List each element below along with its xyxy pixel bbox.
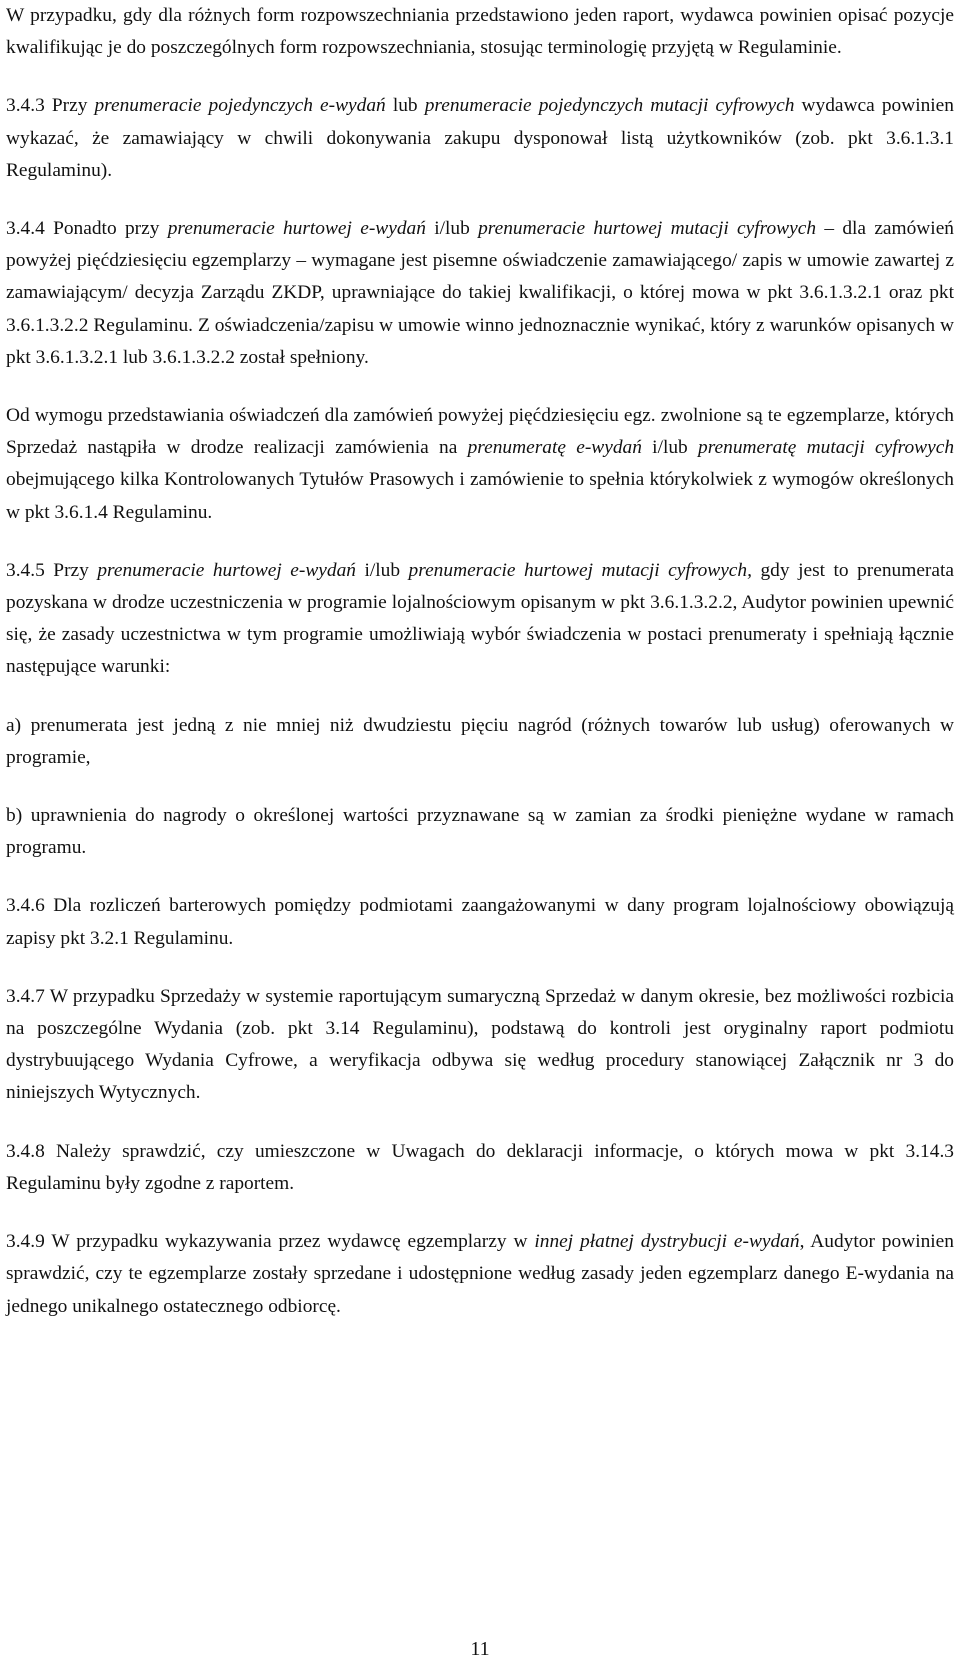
paragraph-3-4-7 [6,981,954,1110]
text-segment: a) prenumerata jest jedną z nie mniej niż dwudziestu pięciu nagród (różnych towarów lub usług) oferowanych w programie, [6,714,954,768]
text-segment: 3.4.7 W przypadku Sprzedaży w systemie raportującym sumaryczną Sprzedaż w danym okresie, bez możliwości rozbicia na poszczególne Wydania (zob. pkt 3.14 Regulaminu), podstawą do kontroli jest oryginalny raport podmiotu dystrybuującego Wydania Cyfrowe, a weryfikacja odbywa się według procedury stanowiącej Załącznik nr 3 do niniejszych Wytycznych. [6,985,954,1104]
paragraph-3-4-4 [6,213,954,374]
paragraph-condition-a [6,710,954,774]
paragraph-3-4-5 [6,555,954,684]
text-segment: W przypadku, gdy dla różnych form rozpowszechniania przedstawiono jeden raport, wydawca powinien opisać pozycje kwalifikując je do poszczególnych form rozpowszechniania, stosując terminologię przyjętą w Regulaminie. [6,5,954,59]
page-number: 11 [470,1638,490,1660]
paragraph-3-4-3 [6,90,954,187]
italic-term: prenumeratę mutacji cyfrowych [698,437,955,459]
italic-term: prenumeracie hurtowej mutacji cyfrowych, [408,559,752,581]
text-segment: – dla zamówień powyżej pięćdziesięciu egzemplarzy – wymagane jest pisemne oświadczenie zamawiającego/ zapis w umowie zawartej z zamawiającym/ decyzja Zarządu ZKDP, uprawniające do takiej kwalifikacji, o której mowa w pkt 3.6.1.3.2.1 oraz pkt 3.6.1.3.2.2 Regulaminu. Z oświadczenia/zapisu w umowie winno jednoznacznie wynikać, który z warunków opisanych w pkt 3.6.1.3.2.1 lub 3.6.1.3.2.2 został spełniony. [6,218,954,368]
text-segment: Od wymogu przedstawiania oświadczeń dla zamówień powyżej pięćdziesięciu egz. zwolnione są te egzemplarze, których Sprzedaż nastąpiła w drodze realizacji zamówienia na [6,405,954,459]
text-segment: 3.4.5 Przy [6,559,98,581]
text-segment: 3.4.9 W przypadku wykazywania przez wydawcę egzemplarzy w [6,1231,535,1253]
paragraph-intro [6,0,954,64]
text-segment: 3.4.3 Przy [6,95,95,117]
text-segment: i/lub [425,218,479,240]
italic-term: prenumeracie hurtowej e-wydań [167,218,426,240]
paragraph-condition-b [6,800,954,864]
italic-term: prenumeracie hurtowej e-wydań [97,559,356,581]
italic-term: prenumeracie pojedynczych mutacji cyfrowych [424,95,795,117]
paragraph-3-4-6 [6,890,954,954]
paragraph-3-4-9 [6,1226,954,1323]
text-segment: 3.4.4 Ponadto przy [6,218,168,240]
text-segment: i/lub [641,437,698,459]
italic-term: prenumeratę e-wydań [467,437,642,459]
text-segment: obejmującego kilka Kontrolowanych Tytułów Prasowych i zamówienie to spełnia którykolwiek z wymogów określonych w pkt 3.6.1.4 Regulaminu. [6,469,954,523]
document-page [6,0,954,1323]
text-segment: gdy jest to prenumerata pozyskana w drodze uczestniczenia w programie lojalnościowym opisanym w pkt 3.6.1.3.2.2, Audytor powinien upewnić się, że zasady uczestnictwa w tym programie umożliwiają wybór świadczenia w postaci prenumeraty i spełniają łącznie następujące warunki: [6,559,954,678]
italic-term: innej płatnej dystrybucji e-wydań [534,1231,800,1253]
paragraph-exemption [6,400,954,529]
text-segment: 3.4.8 Należy sprawdzić, czy umieszczone w Uwagach do deklaracji informacje, o których mowa w pkt 3.14.3 Regulaminu były zgodne z raportem. [6,1140,954,1194]
paragraph-3-4-8 [6,1136,954,1200]
italic-term: prenumeracie pojedynczych e-wydań [94,95,386,117]
text-segment: lub [385,95,425,117]
text-segment: 3.4.6 Dla rozliczeń barterowych pomiędzy podmiotami zaangażowanymi w dany program lojalnościowy obowiązują zapisy pkt 3.2.1 Regulaminu. [6,895,954,949]
text-segment: , Audytor powinien sprawdzić, czy te egzemplarze zostały sprzedane i udostępnione według zasady jeden egzemplarz danego E-wydania na jednego unikalnego ostatecznego odbiorcę. [6,1231,954,1317]
italic-term: prenumeracie hurtowej mutacji cyfrowych [478,218,817,240]
text-segment: wydawca powinien wykazać, że zamawiający w chwili dokonywania zakupu dysponował listą użytkowników (zob. pkt 3.6.1.3.1 Regulaminu). [6,95,954,181]
text-segment: b) uprawnienia do nagrody o określonej wartości przyznawane są w zamian za środki pieniężne wydane w ramach programu. [6,805,954,859]
text-segment: i/lub [355,559,409,581]
